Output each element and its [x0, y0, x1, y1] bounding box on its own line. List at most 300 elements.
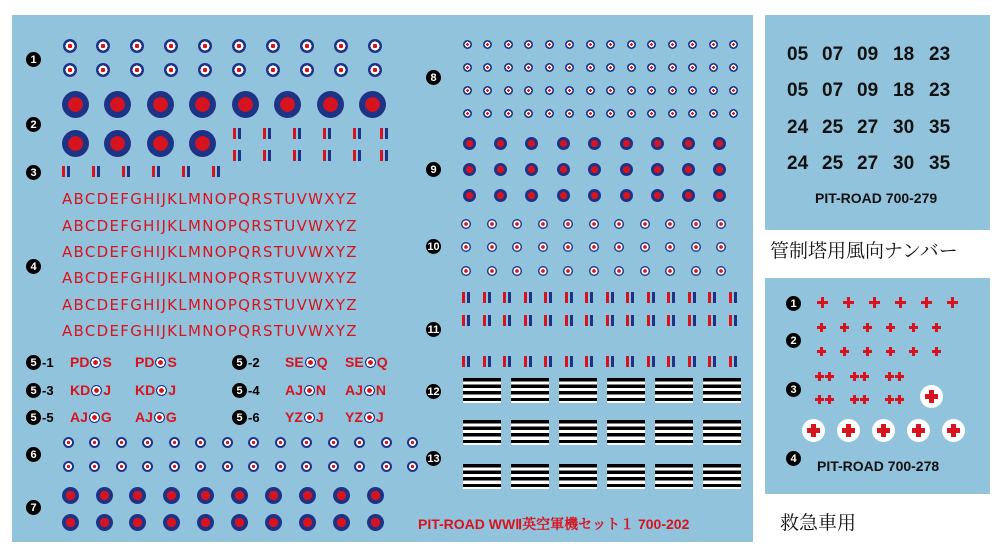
alphabet-row: ABCDEFGHIJKLMNOPQRSTUVWXYZ — [62, 269, 358, 287]
roundel-tiny — [545, 63, 554, 72]
fin-flash — [380, 150, 388, 161]
red-cross — [860, 372, 869, 381]
roundel-medium — [62, 514, 79, 531]
red-cross — [909, 323, 918, 332]
roundel-medium — [333, 514, 350, 531]
roundel-tiny — [524, 109, 533, 118]
roundel-small — [461, 266, 471, 276]
decal-group-label-1: 1 — [26, 52, 41, 67]
invasion-stripes — [511, 420, 549, 445]
decal-group-label-13: 13 — [427, 452, 440, 465]
fin-flash — [626, 315, 634, 326]
roundel-medium — [96, 514, 113, 531]
fin-flash — [688, 292, 696, 303]
roundel-tiny — [545, 86, 554, 95]
red-cross — [863, 347, 872, 356]
red-cross-circle — [907, 419, 930, 442]
squadron-code: AJ G — [70, 409, 112, 425]
roundel-small — [63, 63, 77, 77]
fin-flash — [323, 150, 331, 161]
roundel-tiny — [483, 40, 492, 49]
invasion-stripes — [511, 378, 549, 403]
roundel-medium — [588, 189, 601, 202]
squadron-code: PD S — [135, 354, 177, 370]
roundel-small — [232, 39, 246, 53]
roundel-tiny — [545, 40, 554, 49]
roundel-small — [461, 242, 471, 252]
red-cross — [885, 395, 894, 404]
fin-flash — [544, 292, 552, 303]
roundel-tiny — [142, 461, 153, 472]
roundel-medium — [682, 163, 695, 176]
invasion-stripes — [463, 378, 501, 403]
invasion-stripes — [655, 378, 693, 403]
tower-sheet-title: 管制塔用風向ナンバー — [770, 240, 958, 262]
roundel-large — [189, 91, 216, 118]
roundel-tiny — [504, 40, 513, 49]
roundel-tiny — [248, 461, 259, 472]
red-cross — [850, 395, 859, 404]
tower-number: 27 — [857, 117, 879, 138]
roundel-medium — [525, 163, 538, 176]
fin-flash — [729, 315, 737, 326]
roundel-small — [130, 63, 144, 77]
roundel-tiny — [116, 461, 127, 472]
invasion-stripes — [655, 420, 693, 445]
red-cross — [895, 297, 906, 308]
roundel-tiny — [647, 86, 656, 95]
roundel-medium — [557, 137, 570, 150]
roundel-tiny — [606, 40, 615, 49]
roundel-small — [63, 39, 77, 53]
fin-flash — [708, 292, 716, 303]
red-cross — [895, 395, 904, 404]
alphabet-row: ABCDEFGHIJKLMNOPQRSTUVWXYZ — [62, 217, 358, 235]
roundel-tiny — [142, 437, 153, 448]
roundel-small — [665, 242, 675, 252]
fin-flash — [708, 356, 716, 367]
roundel-tiny — [668, 40, 677, 49]
decal-group-label-4: 4 — [26, 259, 41, 274]
invasion-stripes — [559, 420, 597, 445]
fin-flash — [483, 292, 491, 303]
tower-number: 05 — [787, 80, 809, 101]
roundel-small — [487, 219, 497, 229]
decal-group-label-8: 8 — [426, 70, 441, 85]
red-cross — [850, 372, 859, 381]
roundel-tiny — [606, 86, 615, 95]
roundel-small — [640, 266, 650, 276]
tower-number: 30 — [893, 117, 915, 138]
fin-flash — [353, 128, 361, 139]
roundel-small — [563, 266, 573, 276]
alphabet-row: ABCDEFGHIJKLMNOPQRSTUVWXYZ — [62, 190, 358, 208]
roundel-tiny — [668, 86, 677, 95]
tower-number: 07 — [822, 44, 844, 65]
roundel-small — [96, 39, 110, 53]
roundel-tiny — [504, 109, 513, 118]
roundel-tiny — [169, 461, 180, 472]
roundel-medium — [588, 163, 601, 176]
code-label-5-2: 5 -2 — [232, 355, 260, 370]
red-cross — [895, 372, 904, 381]
fin-flash — [62, 166, 70, 177]
roundel-tiny — [407, 461, 418, 472]
roundel-small — [716, 219, 726, 229]
roundel-tiny — [248, 437, 259, 448]
roundel-large — [232, 91, 259, 118]
roundel-tiny — [606, 63, 615, 72]
roundel-tiny — [275, 437, 286, 448]
roundel-medium — [494, 163, 507, 176]
fin-flash — [544, 356, 552, 367]
roundel-tiny — [463, 86, 472, 95]
roundel-small — [164, 63, 178, 77]
roundel-medium — [367, 487, 384, 504]
roundel-medium — [231, 487, 248, 504]
tower-number: 30 — [893, 153, 915, 174]
fin-flash — [667, 315, 675, 326]
squadron-code: AJ G — [135, 409, 177, 425]
ambulance-group-label-4: 4 — [786, 451, 801, 466]
roundel-medium — [525, 137, 538, 150]
roundel-medium — [651, 189, 664, 202]
invasion-stripes — [703, 378, 741, 403]
roundel-medium — [620, 137, 633, 150]
roundel-small — [130, 39, 144, 53]
roundel-medium — [197, 487, 214, 504]
red-cross — [863, 323, 872, 332]
fin-flash — [122, 166, 130, 177]
fin-flash — [462, 356, 470, 367]
roundel-small — [300, 39, 314, 53]
fin-flash — [263, 128, 271, 139]
roundel-tiny — [483, 109, 492, 118]
code-label-5-1: 5 -1 — [26, 355, 54, 370]
roundel-tiny — [627, 86, 636, 95]
roundel-tiny — [586, 63, 595, 72]
roundel-tiny — [483, 63, 492, 72]
red-cross — [886, 323, 895, 332]
red-cross — [921, 297, 932, 308]
squadron-code: AJ N — [285, 382, 327, 398]
alphabet-row: ABCDEFGHIJKLMNOPQRSTUVWXYZ — [62, 296, 358, 314]
roundel-tiny — [565, 109, 574, 118]
roundel-tiny — [688, 86, 697, 95]
roundel-tiny — [545, 109, 554, 118]
fin-flash — [708, 315, 716, 326]
roundel-small — [512, 242, 522, 252]
decal-group-label-7: 7 — [26, 500, 41, 515]
roundel-small — [96, 63, 110, 77]
invasion-stripes — [607, 378, 645, 403]
roundel-small — [164, 39, 178, 53]
fin-flash — [233, 128, 241, 139]
invasion-stripes — [655, 464, 693, 489]
roundel-tiny — [301, 437, 312, 448]
fin-flash — [585, 315, 593, 326]
roundel-tiny — [729, 40, 738, 49]
roundel-tiny — [169, 437, 180, 448]
fin-flash — [483, 315, 491, 326]
roundel-tiny — [627, 109, 636, 118]
roundel-tiny — [709, 109, 718, 118]
roundel-tiny — [647, 40, 656, 49]
fin-flash — [92, 166, 100, 177]
roundel-medium — [494, 189, 507, 202]
red-cross — [860, 395, 869, 404]
roundel-tiny — [195, 461, 206, 472]
roundel-small — [691, 242, 701, 252]
roundel-tiny — [463, 109, 472, 118]
roundel-small — [563, 219, 573, 229]
fin-flash — [524, 356, 532, 367]
roundel-small — [512, 266, 522, 276]
fin-flash — [606, 315, 614, 326]
roundel-medium — [651, 137, 664, 150]
roundel-small — [300, 63, 314, 77]
roundel-small — [266, 63, 280, 77]
roundel-tiny — [565, 40, 574, 49]
red-cross — [869, 297, 880, 308]
red-cross — [817, 297, 828, 308]
fin-flash — [565, 356, 573, 367]
tower-number: 09 — [857, 44, 879, 65]
roundel-large — [104, 91, 131, 118]
roundel-medium — [494, 137, 507, 150]
roundel-small — [640, 219, 650, 229]
squadron-code: SE Q — [345, 354, 388, 370]
roundel-medium — [620, 189, 633, 202]
tower-number: 35 — [929, 117, 951, 138]
red-cross-circle — [920, 385, 943, 408]
roundel-medium — [265, 487, 282, 504]
fin-flash — [688, 356, 696, 367]
roundel-tiny — [627, 63, 636, 72]
tower-number: 23 — [929, 80, 951, 101]
roundel-medium — [299, 487, 316, 504]
invasion-stripes — [703, 420, 741, 445]
roundel-tiny — [586, 86, 595, 95]
roundel-small — [538, 266, 548, 276]
ambulance-sheet-caption: PIT-ROAD 700-278 — [817, 458, 940, 474]
fin-flash — [293, 128, 301, 139]
fin-flash — [483, 356, 491, 367]
code-label-5-5: 5 -5 — [26, 410, 54, 425]
ambulance-group-label-3: 3 — [786, 382, 801, 397]
roundel-small — [589, 266, 599, 276]
squadron-code: PD S — [70, 354, 112, 370]
invasion-stripes — [607, 420, 645, 445]
fin-flash — [503, 356, 511, 367]
roundel-medium — [463, 137, 476, 150]
roundel-medium — [651, 163, 664, 176]
roundel-medium — [463, 163, 476, 176]
invasion-stripes — [607, 464, 645, 489]
roundel-tiny — [63, 437, 74, 448]
roundel-tiny — [483, 86, 492, 95]
roundel-large — [189, 130, 216, 157]
roundel-medium — [557, 189, 570, 202]
roundel-medium — [333, 487, 350, 504]
decal-group-label-11: 11 — [427, 323, 440, 336]
red-cross — [840, 347, 849, 356]
roundel-small — [716, 242, 726, 252]
red-cross — [885, 372, 894, 381]
alphabet-row: ABCDEFGHIJKLMNOPQRSTUVWXYZ — [62, 322, 358, 340]
fin-flash — [565, 315, 573, 326]
invasion-stripes — [463, 420, 501, 445]
tower-number: 25 — [822, 153, 844, 174]
invasion-stripes — [703, 464, 741, 489]
roundel-tiny — [668, 63, 677, 72]
tower-number: 23 — [929, 44, 951, 65]
roundel-medium — [525, 189, 538, 202]
fin-flash — [585, 356, 593, 367]
code-label-5-6: 5 -6 — [232, 410, 260, 425]
squadron-code: KD J — [70, 382, 112, 398]
squadron-code: YZ J — [345, 409, 384, 425]
roundel-small — [716, 266, 726, 276]
red-cross — [825, 395, 834, 404]
fin-flash — [544, 315, 552, 326]
roundel-small — [665, 266, 675, 276]
roundel-large — [147, 130, 174, 157]
roundel-medium — [620, 163, 633, 176]
roundel-tiny — [729, 109, 738, 118]
tower-number: 18 — [893, 44, 915, 65]
roundel-large — [147, 91, 174, 118]
roundel-medium — [129, 487, 146, 504]
roundel-small — [368, 63, 382, 77]
fin-flash — [667, 292, 675, 303]
roundel-medium — [129, 514, 146, 531]
tower-sheet-caption: PIT-ROAD 700-279 — [815, 190, 938, 206]
red-cross — [947, 297, 958, 308]
roundel-tiny — [668, 109, 677, 118]
roundel-tiny — [407, 437, 418, 448]
roundel-medium — [163, 514, 180, 531]
roundel-tiny — [565, 86, 574, 95]
roundel-small — [589, 219, 599, 229]
red-cross — [825, 372, 834, 381]
roundel-tiny — [627, 40, 636, 49]
roundel-tiny — [709, 86, 718, 95]
red-cross — [815, 372, 824, 381]
red-cross — [932, 347, 941, 356]
alphabet-row: ABCDEFGHIJKLMNOPQRSTUVWXYZ — [62, 243, 358, 261]
invasion-stripes — [511, 464, 549, 489]
roundel-tiny — [647, 63, 656, 72]
red-cross — [843, 297, 854, 308]
roundel-tiny — [301, 461, 312, 472]
fin-flash — [462, 292, 470, 303]
roundel-medium — [463, 189, 476, 202]
roundel-medium — [265, 514, 282, 531]
roundel-medium — [713, 189, 726, 202]
fin-flash — [462, 315, 470, 326]
red-cross-circle — [942, 419, 965, 442]
roundel-small — [368, 39, 382, 53]
roundel-tiny — [524, 40, 533, 49]
roundel-tiny — [729, 63, 738, 72]
fin-flash — [233, 150, 241, 161]
roundel-tiny — [586, 40, 595, 49]
fin-flash — [647, 292, 655, 303]
fin-flash — [647, 356, 655, 367]
red-cross — [817, 323, 826, 332]
red-cross-circle — [872, 419, 895, 442]
invasion-stripes — [559, 464, 597, 489]
fin-flash — [323, 128, 331, 139]
roundel-tiny — [524, 86, 533, 95]
roundel-tiny — [565, 63, 574, 72]
tower-number: 05 — [787, 44, 809, 65]
fin-flash — [729, 356, 737, 367]
code-label-5-4: 5 -4 — [232, 383, 260, 398]
code-label-5-3: 5 -3 — [26, 383, 54, 398]
roundel-tiny — [504, 63, 513, 72]
tower-number: 07 — [822, 80, 844, 101]
fin-flash — [585, 292, 593, 303]
roundel-small — [232, 63, 246, 77]
fin-flash — [626, 356, 634, 367]
fin-flash — [565, 292, 573, 303]
main-sheet-caption: PIT-ROAD WWⅡ英空軍機セット１ 700-202 — [418, 516, 690, 532]
roundel-small — [589, 242, 599, 252]
roundel-tiny — [275, 461, 286, 472]
roundel-small — [563, 242, 573, 252]
decal-group-label-10: 10 — [427, 240, 440, 253]
fin-flash — [380, 128, 388, 139]
roundel-tiny — [89, 437, 100, 448]
roundel-large — [359, 91, 386, 118]
roundel-medium — [62, 487, 79, 504]
roundel-small — [691, 266, 701, 276]
roundel-tiny — [524, 63, 533, 72]
roundel-tiny — [381, 437, 392, 448]
tower-number: 27 — [857, 153, 879, 174]
roundel-tiny — [688, 109, 697, 118]
ambulance-group-label-1: 1 — [786, 296, 801, 311]
roundel-large — [62, 91, 89, 118]
roundel-small — [198, 63, 212, 77]
red-cross-circle — [837, 419, 860, 442]
tower-number: 09 — [857, 80, 879, 101]
fin-flash — [182, 166, 190, 177]
red-cross — [840, 323, 849, 332]
tower-number: 35 — [929, 153, 951, 174]
roundel-tiny — [463, 40, 472, 49]
fin-flash — [647, 315, 655, 326]
fin-flash — [626, 292, 634, 303]
fin-flash — [353, 150, 361, 161]
roundel-tiny — [647, 109, 656, 118]
fin-flash — [503, 292, 511, 303]
roundel-medium — [231, 514, 248, 531]
decal-group-label-2: 2 — [26, 117, 41, 132]
fin-flash — [524, 315, 532, 326]
squadron-code: AJ N — [345, 382, 387, 398]
roundel-medium — [682, 189, 695, 202]
roundel-small — [614, 266, 624, 276]
red-cross-circle — [802, 419, 825, 442]
decal-group-label-6: 6 — [26, 447, 41, 462]
squadron-code: YZ J — [285, 409, 324, 425]
roundel-tiny — [381, 461, 392, 472]
roundel-small — [691, 219, 701, 229]
roundel-medium — [682, 137, 695, 150]
